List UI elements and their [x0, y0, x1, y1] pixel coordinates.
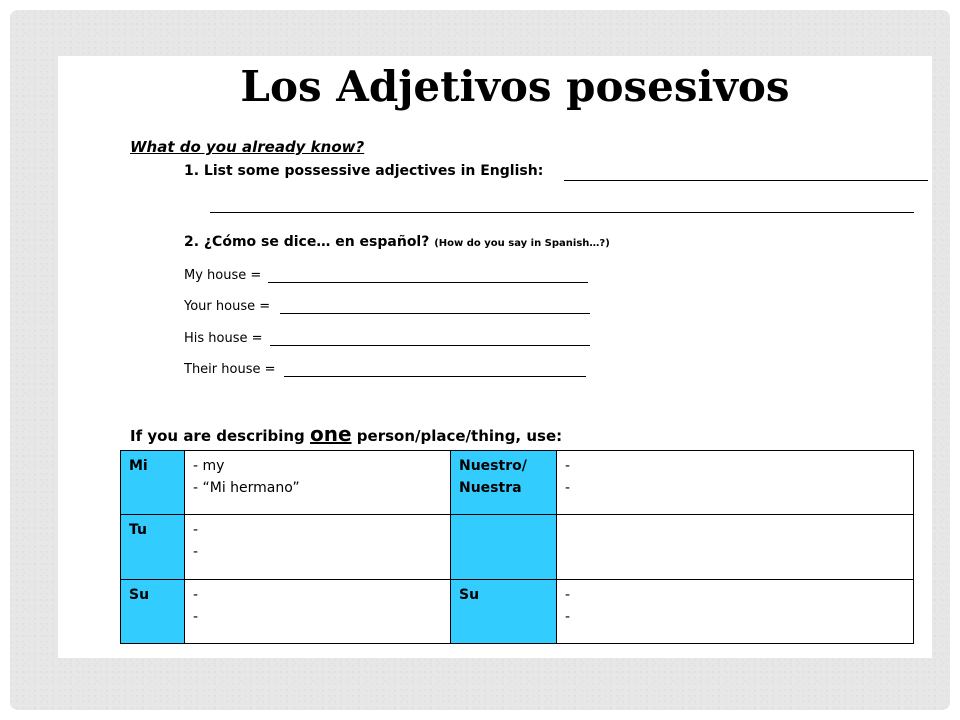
definition-cell: [557, 451, 914, 515]
house-prompt: My house =: [184, 268, 262, 283]
house-prompt: Their house =: [184, 362, 276, 377]
definition-cell: [557, 579, 914, 643]
pronoun-cell-line: Nuestro/: [459, 458, 527, 474]
section-heading: What do you already know?: [130, 138, 365, 156]
pronoun-cell: [121, 579, 185, 643]
answer-line: [268, 282, 588, 283]
definition-cell-line: -: [193, 522, 199, 539]
table-row: [121, 515, 914, 579]
pronoun-cell: [451, 579, 557, 643]
definition-cell: [185, 515, 451, 579]
pronoun-cell: [451, 515, 557, 579]
question-2: [184, 234, 610, 250]
slide-frame: [10, 10, 950, 710]
house-prompt: His house =: [184, 331, 263, 346]
table-instructions: [130, 422, 562, 446]
instructions-post: person/place/thing, use:: [351, 427, 563, 445]
instructions-pre: If you are describing: [130, 427, 311, 445]
definition-cell-line: -: [193, 586, 199, 603]
worksheet-page: [58, 56, 932, 658]
definition-cell-line: - my: [193, 458, 225, 474]
answer-line: [210, 212, 914, 213]
pronoun-cell: [121, 451, 185, 515]
pronoun-cell-line: Su: [459, 586, 480, 603]
house-prompt: Your house =: [184, 299, 271, 314]
definition-cell-line: -: [565, 608, 571, 625]
definition-cell-line: -: [193, 608, 199, 625]
answer-line: [280, 313, 590, 314]
table-row: [121, 451, 914, 515]
definition-cell-line: -: [193, 544, 199, 561]
pronoun-cell-line: Su: [129, 586, 150, 603]
answer-line: [270, 345, 590, 346]
pronoun-cell-line: Mi: [129, 458, 148, 474]
pronoun-cell: [121, 515, 185, 579]
pronoun-cell-line: Tu: [129, 522, 147, 539]
definition-cell: [185, 451, 451, 515]
instructions-one: one: [310, 422, 352, 446]
definition-cell: [557, 515, 914, 579]
question-1: 1. List some possessive adjectives in English:: [184, 163, 544, 179]
table-row: [121, 579, 914, 643]
question-2-text: 2. ¿Cómo se dice… en español?: [184, 234, 430, 250]
answer-line: [564, 180, 928, 181]
definition-cell-line: -: [565, 458, 571, 474]
pronoun-cell-line: Nuestra: [459, 480, 522, 496]
possessive-table: [120, 450, 914, 644]
page-title: Los Adjetivos posesivos: [240, 62, 790, 111]
definition-cell-line: - “Mi hermano”: [193, 480, 300, 496]
pronoun-cell: [451, 451, 557, 515]
definition-cell: [185, 579, 451, 643]
definition-cell-line: -: [565, 480, 571, 496]
question-2-hint: (How do you say in Spanish…?): [434, 238, 610, 249]
answer-line: [284, 376, 586, 377]
definition-cell-line: -: [565, 586, 571, 603]
